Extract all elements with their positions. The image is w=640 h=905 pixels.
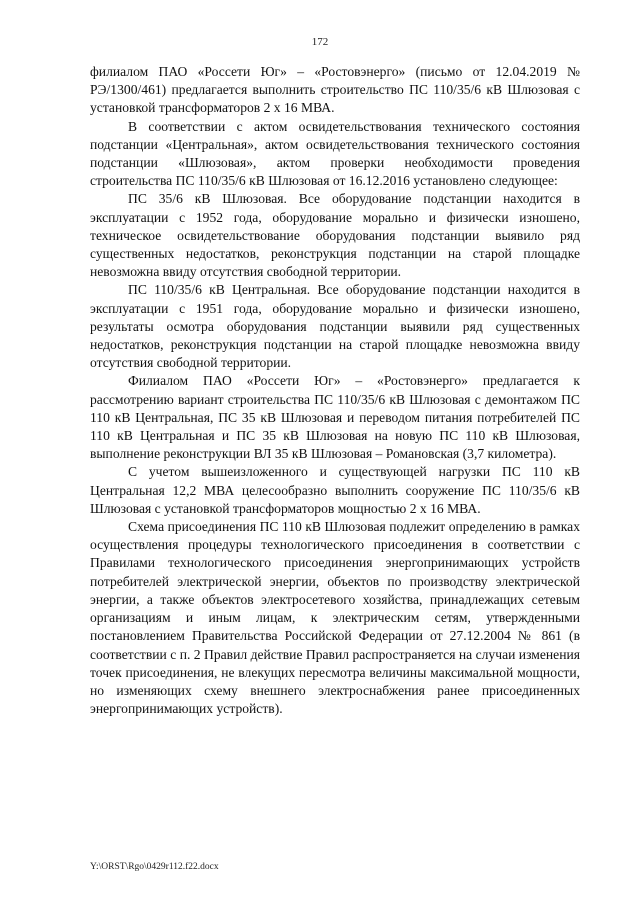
paragraph-substation-shlyuzovaya: ПС 35/6 кВ Шлюзовая. Все оборудование подстанции находится в эксплуатации с 1952 года, оборудование морально и физически изношено, техническое освидетельствование оборудования подстанции выявило ряд существенных недостатков, реконструкция подстанции на старой площадке невозможна ввиду отсутствия свободной территории. [90,191,580,280]
paragraph-continuation: филиалом ПАО «Россети Юг» – «Ростовэнерго» (письмо от 12.04.2019 № РЭ/1300/461) предлагается выполнить строительство ПС 110/35/6 кВ Шлюзовая с установкой трансформаторов 2 х 16 МВА. [90,64,580,116]
paragraph-substation-centralnaya: ПС 110/35/6 кВ Центральная. Все оборудование подстанции находится в эксплуатации с 1951 года, оборудование морально и физически изношено, результаты осмотра оборудования подстанции выявили ряд существенных недостатков, реконструкция подстанции на старой площадке невозможна ввиду отсутствия свободной территории. [90,282,580,371]
footer-file-path: Y:\ORST\Rgo\0429r112.f22.docx [90,862,219,872]
paragraph-inspection-acts: В соответствии с актом освидетельствования технического состояния подстанции «Центральная», актом освидетельствования технического состояния подстанции «Шлюзовая», актом проверки необходимости проведения строительства ПС 110/35/6 кВ Шлюзовая от 16.12.2016 установлено следующее: [90,118,580,189]
paragraph-branch-proposal: Филиалом ПАО «Россети Юг» – «Ростовэнерго» предлагается к рассмотрению вариант строительства ПС 110/35/6 кВ Шлюзовая с демонтажом ПС 110 кВ Центральная, ПС 35 кВ Шлюзовая и переводом питания потребителей ПС 110 кВ Центральная и ПС 35 кВ Шлюзовая на новую ПС 110 кВ Шлюзовая, выполнение реконструкции ВЛ 35 кВ Шлюзовая – Романовская (3,7 километра). [90,373,580,462]
paragraph-load-conclusion: С учетом вышеизложенного и существующей нагрузки ПС 110 кВ Центральная 12,2 МВА целесообразно выполнить сооружение ПС 110/35/6 кВ Шлюзовая с установкой трансформаторов мощностью 2 х 16 МВА. [90,464,580,516]
page-number: 172 [311,36,329,48]
document-body [90,63,580,718]
paragraph-connection-scheme: Схема присоединения ПС 110 кВ Шлюзовая подлежит определению в рамках осуществления процедуры технологического присоединения в соответствии с Правилами технологического присоединения энергопринимающих устройств потребителей электрической энергии, объектов по производству электрической энергии, а также объектов электросетевого хозяйства, принадлежащих сетевым организациям и иным лицам, к электрическим сетям, утвержденными постановлением Правительства Российской Федерации от 27.12.2004 № 861 (в соответствии с п. 2 Правил действие Правил распространяется на случаи изменения точек присоединения, не влекущих пересмотра величины максимальной мощности, но изменяющих схему внешнего электроснабжения ранее присоединенных энергопринимающих устройств). [90,519,580,717]
